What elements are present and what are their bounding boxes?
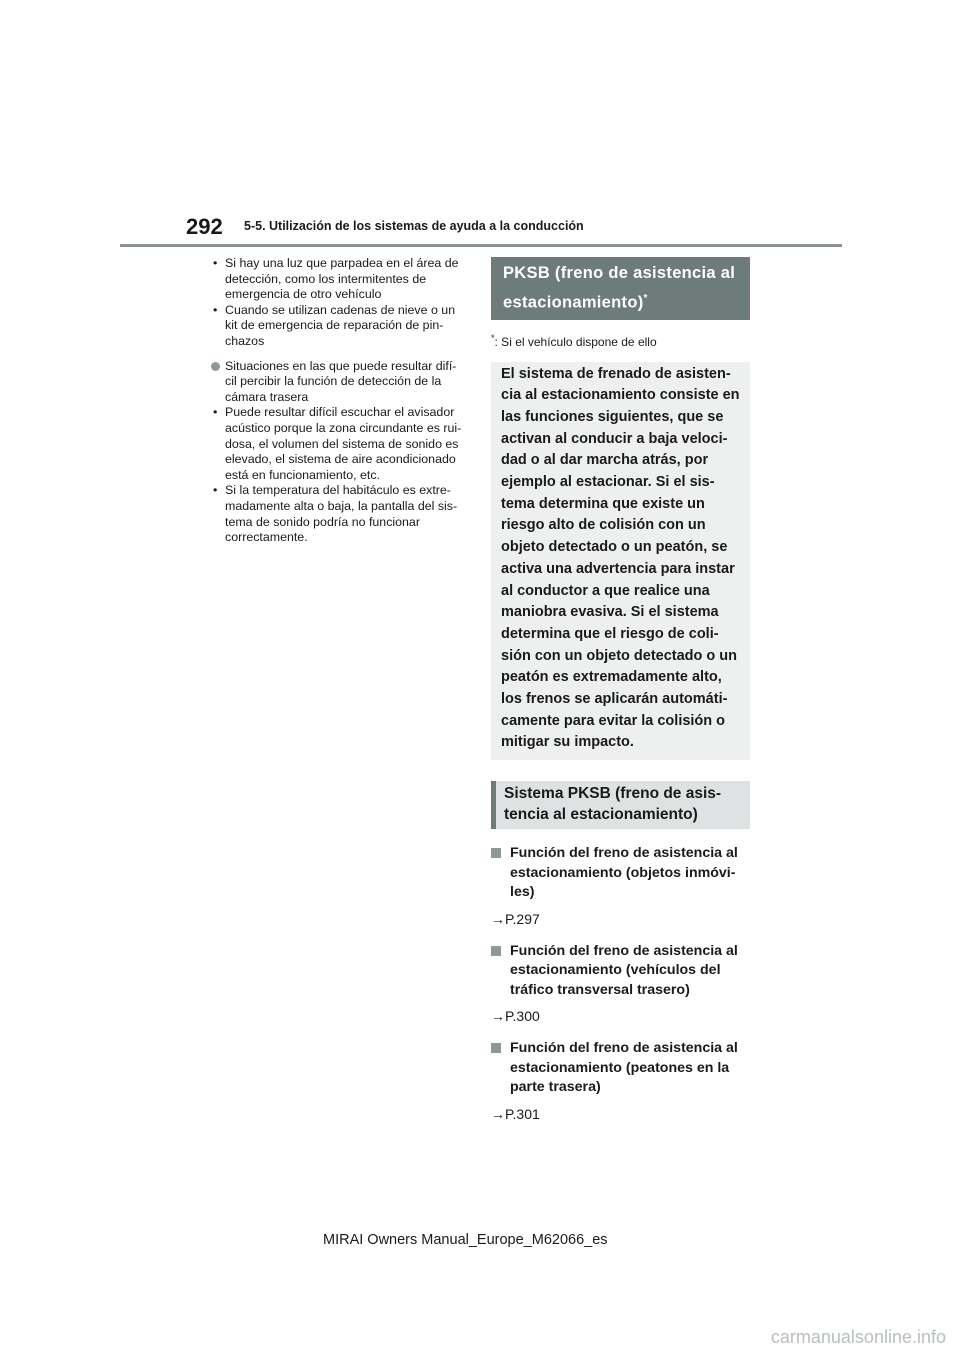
section-title: 5-5. Utilización de los sistemas de ayuda a la conducción (244, 219, 584, 233)
footnote-asterisk: * (491, 332, 495, 343)
function-title: Función del freno de asistencia al estacionamiento (objetos inmóvi-les) (510, 845, 738, 901)
bullet-item (211, 483, 466, 545)
page-reference-link[interactable]: →P.297 (491, 910, 540, 927)
sub-header: Sistema PKSB (freno de asis-tencia al estacionamiento) (491, 781, 750, 829)
page-reference-link[interactable]: →P.301 (491, 1105, 540, 1122)
bullet-item (211, 256, 466, 303)
bullet-item (211, 405, 466, 483)
right-column (491, 257, 750, 1122)
bullet-text: Cuando se utilizan cadenas de nieve o un kit de emergencia de reparación de pin-chazos (225, 302, 456, 348)
square-bullet-icon (491, 946, 501, 956)
circle-item-text: Situaciones en las que puede resultar difí-cil percibir la función de detección de la cámara trasera (225, 358, 457, 404)
bullet-text: Si hay una luz que parpadea en el área de detección, como los intermitentes de emergencia de otro vehículo (225, 256, 459, 302)
square-bullet-icon (491, 1043, 501, 1053)
function-item (491, 942, 750, 1001)
watermark: carmanualsonline.info (770, 1327, 946, 1347)
left-column (211, 256, 466, 546)
header-rule (120, 244, 842, 247)
page-number: 292 (186, 214, 223, 239)
function-title: Función del freno de asistencia al estacionamiento (peatones en la parte trasera) (510, 1040, 738, 1096)
bullet-text: Puede resultar difícil escuchar el avisador acústico porque la zona circundante es rui-dosa, el volumen del sistema de sonido es elevado, el sistema de aire acondicionado está en funcionamiento, etc. (225, 405, 462, 482)
footnote (491, 333, 750, 349)
footnote-text: : Si el vehículo dispone de ello (494, 334, 657, 349)
bullet-dot: • (213, 483, 218, 498)
pksb-title-box (491, 257, 750, 320)
function-item (491, 1039, 750, 1098)
bullet-item (211, 303, 466, 350)
square-bullet-icon (491, 848, 501, 858)
title-asterisk: * (643, 293, 648, 304)
summary-box: El sistema de frenado de asisten-cia al estacionamiento consiste en las funciones siguientes, que se activan al conducir a baja veloci-dad o al dar marcha atrás, por ejemplo al estacionar. Si el sis-tema determina que existe un riesgo alto de colisión con un objeto detectado o un peatón, se activa una advertencia para instar al conductor a que realice una maniobra evasiva. Si el sistema determina que el riesgo de coli-sión con un objeto detectado o un peatón es extremadamente alto, los frenos se aplicarán automáti-camente para evitar la colisión o mitigar su impacto. (491, 362, 750, 761)
function-title: Función del freno de asistencia al estacionamiento (vehículos del tráfico transversal trasero) (510, 942, 738, 998)
bullet-text: Si la temperatura del habitáculo es extre-madamente alta o baja, la pantalla del sis-tema de sonido podría no funcionar correctamente. (225, 483, 458, 545)
pksb-title: PKSB (freno de asistencia al estacionamiento) (503, 264, 736, 312)
footer-text: MIRAI Owners Manual_Europe_M62066_es (323, 1232, 608, 1248)
bullet-dot: • (213, 256, 218, 270)
bullet-dot: • (213, 302, 218, 317)
circle-item (211, 359, 466, 406)
function-item (491, 844, 750, 903)
bullet-dot: • (213, 405, 218, 420)
page-reference-link[interactable]: →P.300 (491, 1008, 540, 1025)
circle-bullet-icon (211, 362, 220, 371)
